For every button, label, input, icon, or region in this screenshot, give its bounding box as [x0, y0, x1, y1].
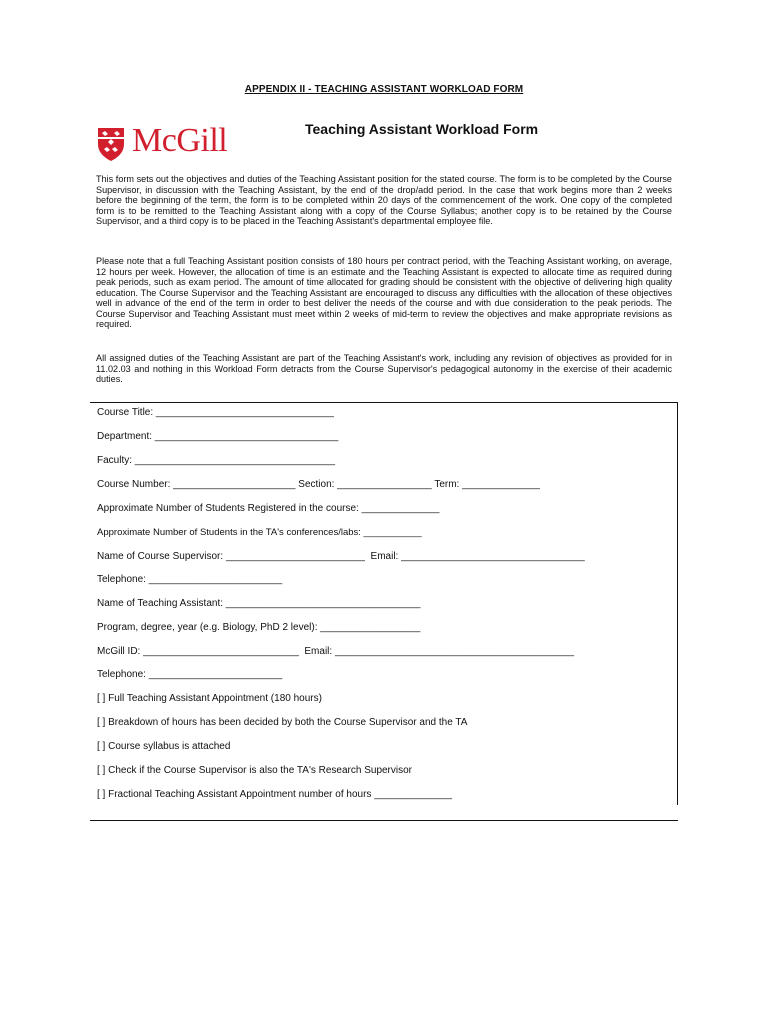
supervisor-telephone-field[interactable]: Telephone: ________________________ [97, 574, 283, 585]
form-box-bottom-border [90, 820, 678, 821]
time-allocation-paragraph: Please note that a full Teaching Assistant position consists of 180 hours per contract period, with the Teaching Assistant working, on average, 12 hours per week. However, the allocation of time is an estimate and the Teaching Assistant is expected to allocate time as required during peak periods, such as exam period. The amount of time allocated for grading should be consistent with the objective of delivering high quality education. The Course Supervisor and the Teaching Assistant are encouraged to discuss any difficulties with the allocation of these objectives well in advance of the end of the term in order to best deliver the needs of the course and with due consideration to the peak periods. The Course Supervisor and Teaching Assistant must meet within 2 weeks of mid-term to review the objectives and make appropriate revisions as required. [96, 256, 672, 329]
department-field[interactable]: Department: _________________________________ [97, 431, 339, 442]
form-box-top-border [90, 402, 678, 403]
students-registered-field[interactable]: Approximate Number of Students Registered in the course: ______________ [97, 503, 440, 514]
teaching-assistant-name-field[interactable]: Name of Teaching Assistant: ___________________________________ [97, 598, 421, 609]
logo-wordmark: McGill [132, 122, 228, 159]
students-in-labs-field[interactable]: Approximate Number of Students in the TA's conferences/labs: ___________ [97, 527, 422, 538]
form-title: Teaching Assistant Workload Form [305, 121, 539, 137]
fractional-appointment-checkbox[interactable]: [ ] Fractional Teaching Assistant Appointment number of hours ______________ [97, 789, 453, 800]
course-number-section-term-field[interactable]: Course Number: ______________________ Section: _________________ Term: ______________ [97, 479, 540, 490]
duties-paragraph: All assigned duties of the Teaching Assistant are part of the Teaching Assistant's work, including any revision of objectives as provided for in 11.02.03 and nothing in this Workload Form detracts from the Course Supervisor's pedagogical autonomy in the exercise of their academic duties. [96, 353, 672, 384]
program-degree-year-field[interactable]: Program, degree, year (e.g. Biology, PhD 2 level): __________________ [97, 622, 421, 633]
course-supervisor-field[interactable]: Name of Course Supervisor: _________________________ Email: _________________________________ [97, 551, 585, 562]
mcgill-logo [96, 122, 228, 164]
research-supervisor-checkbox[interactable]: [ ] Check if the Course Supervisor is also the TA's Research Supervisor [97, 765, 413, 776]
appendix-title: APPENDIX II - TEACHING ASSISTANT WORKLOAD FORM [244, 84, 524, 95]
syllabus-attached-checkbox[interactable]: [ ] Course syllabus is attached [97, 741, 231, 752]
course-title-field[interactable]: Course Title: ________________________________ [97, 407, 334, 418]
mcgill-id-email-field[interactable]: McGill ID: ____________________________ Email: ___________________________________________ [97, 646, 575, 657]
form-box-right-border [677, 402, 678, 805]
mcgill-crest-icon [96, 126, 126, 162]
full-appointment-checkbox[interactable]: [ ] Full Teaching Assistant Appointment (180 hours) [97, 693, 322, 704]
faculty-field[interactable]: Faculty: ____________________________________ [97, 455, 336, 466]
ta-telephone-field[interactable]: Telephone: ________________________ [97, 669, 283, 680]
intro-paragraph: This form sets out the objectives and duties of the Teaching Assistant position for the stated course. The form is to be completed by the Course Supervisor, in discussion with the Teaching Assistant, by the end of the drop/add period. In the case that work begins more than 2 weeks before the beginning of the term, the form is to be completed within 20 days of the commencement of the work. One copy of the completed form is to be remitted to the Teaching Assistant along with a copy of the Course Syllabus; another copy is to be retained by the Course Supervisor, and a third copy is to be placed in the Teaching Assistant's departmental employee file. [96, 174, 672, 226]
hours-breakdown-checkbox[interactable]: [ ] Breakdown of hours has been decided by both the Course Supervisor and the TA [97, 717, 468, 728]
